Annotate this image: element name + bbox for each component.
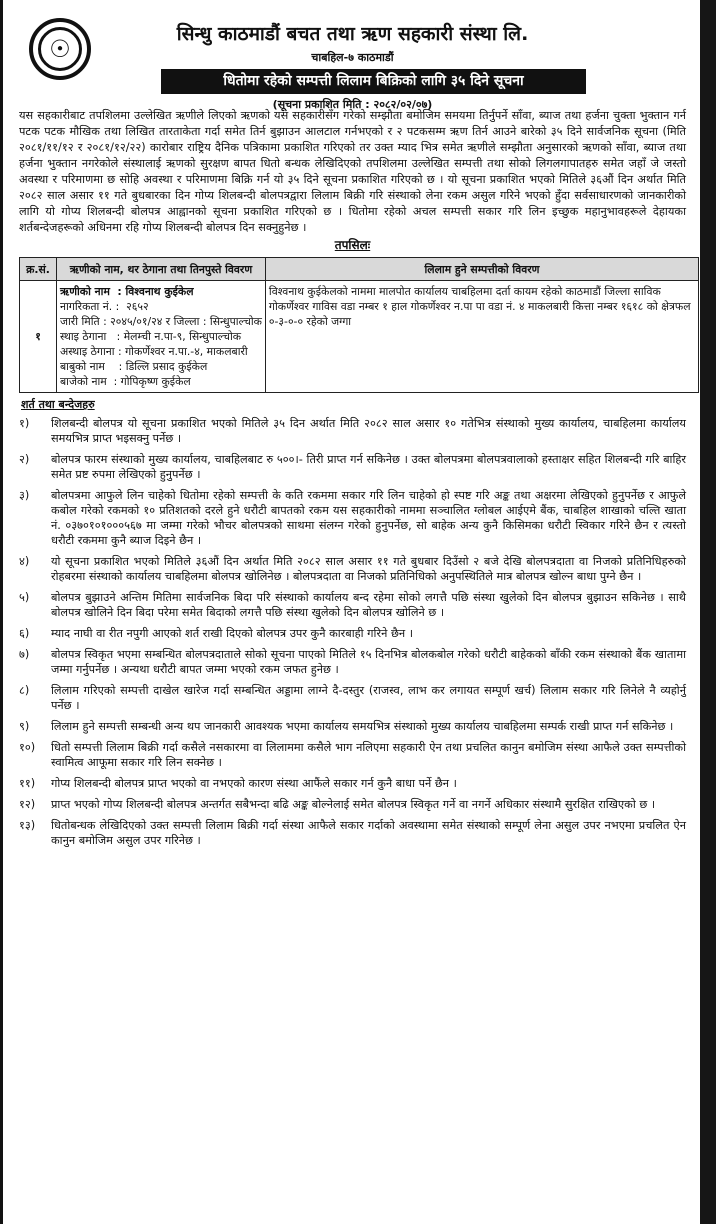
condition-number: ३) <box>19 489 30 502</box>
table-row <box>20 281 699 393</box>
column-property: लिलाम हुने सम्पत्तीको विवरण <box>265 258 698 281</box>
condition-text: बोलपत्र फारम संस्थाको मुख्य कार्यालय, चाबहिलबाट रु ५००।- तिरी प्राप्त गर्न सकिनेछ । उक्त बोलपत्रमा बोलपत्रवालाको हस्ताक्षर सहित शिलबन्दी गरि बाहिर समेत प्रष्ट रुपमा लेखिएको हुनुपर्नेछ । <box>51 453 686 481</box>
condition-number: ७) <box>19 648 30 661</box>
condition-text: बोलपत्र बुझाउने अन्तिम मितिमा सार्वजनिक बिदा परि संस्थाको कार्यालय बन्द रहेमा सोको लगत्तै पछि संस्था खुलेको दिन बोलपत्र बुझाउन सकिनेछ । साथै बोलपत्र खोलिने दिन बिदा परेमा समेत बिदाको लगत्तै पछि संस्था खुलेको दिन बोलपत्र खोलिने छ । <box>51 591 686 619</box>
notice-title: धितोमा रहेको सम्पत्ती लिलाम बिक्रिको लागि ३५ दिने सूचना <box>161 69 586 94</box>
list-item <box>19 452 686 482</box>
condition-number: ४) <box>19 555 30 568</box>
condition-number: १२) <box>19 798 36 811</box>
condition-text: म्याद नाघी वा रीत नपुगी आएको शर्त राखी दिएको बोलपत्र उपर कुनै कारबाही गरिने छैन । <box>51 627 414 640</box>
condition-text: धितोबन्धक लेखिदिएको उक्त सम्पत्ती लिलाम बिक्री गर्दा संस्था आफैले सकार गर्दाको अवस्थामा समेत संस्थाको सम्पूर्ण लेना असुल उपर नभएमा प्रचलित ऐन कानुन बमोजिम असुल उपर गरिनेछ । <box>51 819 686 847</box>
details-table-header <box>20 258 699 281</box>
list-item <box>19 776 686 791</box>
debtor-line: बाजेको नाम : गोपिकृष्ण कुईकेल <box>60 375 191 388</box>
published-date: (सूचना प्रकाशित मिति : २०८२/०२/०७) <box>272 98 433 111</box>
organization-name: सिन्धु काठमाडौं बचत तथा ऋण सहकारी संस्था लि. <box>176 23 529 45</box>
list-item <box>19 683 686 713</box>
list-item <box>19 488 686 548</box>
list-item <box>19 554 686 584</box>
debtor-line: नागरिकता नं. : २६५२ <box>60 300 149 313</box>
list-item <box>19 416 686 446</box>
condition-text: शिलबन्दी बोलपत्र यो सूचना प्रकाशित भएको मितिले ३५ दिन अर्थात मिति २०८२ साल असार १० गतेभित्र संस्थाको मुख्य कार्यालय, चाबहिलमा कार्यालय समयभित्र प्राप्त भइसक्नु पर्नेछ । <box>51 417 686 445</box>
row-serial: १ <box>20 281 57 393</box>
debtor-line: जारी मिति : २०४५/०१/२४ र जिल्ला : सिन्धुपाल्चोक <box>60 315 262 328</box>
notice-header <box>19 8 686 111</box>
condition-text: गोप्य शिलबन्दी बोलपत्र प्राप्त भएको वा नभएको कारण संस्था आफैंले सकार गर्न कुनै बाधा पर्ने छैन । <box>51 777 457 790</box>
condition-text: बोलपत्रमा आफुले लिन चाहेको धितोमा रहेको सम्पत्ती के कति रकममा सकार गरि लिन चाहेको हो स्पष्ट गरि अङ्क तथा अक्षरमा लेखिएको हुनुपर्नेछ र आफुले कबोल गरेको रकमको १० प्रतिशतको दरले हुने धरौटी बापतको रकम यस सहकारीको नाममा सञ्चालित ग्लोबल आईएमे बैंक, चाबहिल शाखाको चल्ति खाता नं. ०३७०१०१०००५६७ मा जम्मा गरेको भौचर बोलपत्रको साथमा संलग्न गरेको हुनुपर्नेछ, सो बाहेक अन्य कुनै किसिमका धरौटी स्विकार गरिने छैन र त्यस्तो धरौटी रकममा कुनै ब्याज दिइने छैन । <box>51 489 686 547</box>
debtor-line: स्थाइ ठेगाना : मेलम्ची न.पा-९, सिन्धुपाल्चोक <box>60 330 242 343</box>
condition-text: बोलपत्र स्विकृत भएमा सम्बन्धित बोलपत्रदाताले सोको सूचना पाएको मितिले १५ दिनभित्र बोलकबोल गरेको धरौटी बाहेकको बाँकी रकम संस्थाको बैंक खातामा जम्मा गर्नुपर्नेछ । अन्यथा धरौटी बापत जम्मा भएको रकम जफत हुनेछ । <box>51 648 686 676</box>
debtor-line: ऋणीको नाम : विश्वनाथ कुईकेल <box>60 285 194 298</box>
condition-text: प्राप्त भएको गोप्य शिलबन्दी बोलपत्र अन्तर्गत सबैभन्दा बढि अङ्क बोल्नेलाई समेत बोलपत्र स्विकृत गर्ने वा नगर्ने अधिकार संस्थामै सुरक्षित राखिएको छ । <box>51 798 656 811</box>
cooperative-logo-icon: ☉ <box>29 18 91 80</box>
property-details: विश्वनाथ कुईकेलको नाममा मालपोत कार्यालय चाबहिलमा दर्ता कायम रहेको काठमाडौं जिल्ला साविक गोकर्णेश्वर गाविस वडा नम्बर १ हाल गोकर्णेश्वर न.पा पा वडा नं. ४ माकलबारी कित्ता नम्बर १६१८ को क्षेत्रफल ०-३-०-० रहेको जग्गा <box>265 281 698 393</box>
column-debtor: ऋणीको नाम, थर ठेगाना तथा तिनपुस्ते विवरण <box>57 258 266 281</box>
debtor-details <box>57 281 266 393</box>
condition-text: लिलाम हुने सम्पत्ती सम्बन्धी अन्य थप जानकारी आवश्यक भएमा कार्यालय समयभित्र संस्थाको मुख्य कार्यालय चाबहिलमा सम्पर्क राखी प्राप्त गर्न सकिनेछ । <box>51 720 674 733</box>
condition-number: १३) <box>19 819 36 832</box>
condition-text: लिलाम गरिएको सम्पत्ती दाखेल खारेज गर्दा सम्बन्धित अड्डामा लाग्ने दै-दस्तुर (राजस्व, लाभ कर लगायत सम्पूर्ण खर्च) लिलाम सकार गरि लिनेले नै व्यहोर्नु पर्नेछ । <box>51 684 686 712</box>
list-item <box>19 626 686 641</box>
condition-number: १) <box>19 417 30 430</box>
debtor-line: अस्थाइ ठेगाना : गोकर्णेश्वर न.पा.-४, माकलबारी <box>60 345 248 358</box>
condition-number: ६) <box>19 627 30 640</box>
condition-number: ८) <box>19 684 30 697</box>
condition-number: ५) <box>19 591 30 604</box>
list-item <box>19 740 686 770</box>
condition-number: २) <box>19 453 30 466</box>
list-item <box>19 818 686 848</box>
debtor-line: बाबुको नाम : डिल्लि प्रसाद कुईकेल <box>60 360 208 373</box>
column-serial: क्र.सं. <box>20 258 57 281</box>
notice-introduction: यस सहकारीबाट तपशिलमा उल्लेखित ऋणीले लिएको ऋणको यस सहकारीसँग गरेको सम्झौता बमोजिम समयमा तिर्नुपर्ने साँवा, ब्याज तथा हर्जना चुक्ता भुक्तान गर्न पटक पटक मौखिक तथा लिखित तारताकेता गर्दा समेत तिर्न बुझाउन आलटाल गर्नभएको र २ पटकसम्म ऋण तिर्न आउने बारेको ३५ दिने सार्वजनिक सूचना (मिति २०८१/११/१२ र २०८१/१२/२२) कारोबार राष्ट्रिय दैनिक पत्रिकामा प्रकाशित गरिएको तर उक्त म्याद भित्र समेत ऋणीले सम्झौता अनुसारको ऋणको साँवा, ब्याज तथा हर्जना भुक्तान नगरेकोले संस्थालाई ऋणको सुरक्षण बापत धितो बन्धक लेखिदिएको तपशिलमा उल्लेखित सम्पत्ती तथा सोको लिगलगापातहरु समेत जहाँ जे जस्तो अवस्था र परिमाणमा छ सोहि अवस्था र परिमाणमा बिक्रि गर्न यो ३५ दिने सूचना प्रकाशित गरिएको छ । यो सूचना प्रकाशित भएको मितिले ३६औं दिन अर्थात मिति २०८२ साल असार ११ गते बुधबारका दिन गोप्य शिलबन्दी बोलपत्रद्वारा लिलाम बिक्री गरि संस्थाको लेना रकम असुल गरिने भएको हुँदा सर्वसाधारणको जानकारीको लागि यो गोप्य शिलबन्दी बोलपत्र आह्वानको सूचना प्रकाशित गरिएको छ । धितोमा रहेको अचल सम्पत्ती सकार गरि लिन इच्छुक महानुभावहरूले देहायका शर्तबन्देजहरूको अधिनमा रहि गोप्य शिलबन्दी बोलपत्र दिन सक्नुहुनेछ । <box>19 109 686 234</box>
condition-number: ९) <box>19 720 30 733</box>
condition-text: धितो सम्पत्ती लिलाम बिक्री गर्दा कसैले नसकारमा वा लिलाममा कसैले भाग नलिएमा सहकारी ऐन तथा प्रचलित कानुन बमोजिम संस्था आफैले उक्त सम्पत्तीको स्वामित्व आफूमा सकार गरि लिन सक्नेछ । <box>51 741 686 769</box>
details-heading: तपसिलः <box>334 238 371 252</box>
list-item <box>19 647 686 677</box>
organization-address: चाबहिल-७ काठमाडौं <box>311 51 394 64</box>
condition-number: १०) <box>19 741 36 754</box>
list-item <box>19 719 686 734</box>
details-table <box>19 257 699 393</box>
list-item <box>19 797 686 812</box>
condition-number: ११) <box>19 777 36 790</box>
conditions-list <box>19 416 686 848</box>
condition-text: यो सूचना प्रकाशित भएको मितिले ३६औं दिन अर्थात मिति २०८२ साल असार ११ गते बुधबार दिउँसो २ बजे देखि बोलपत्रदाता वा निजको प्रतिनिधिहरुको रोहबरमा संस्थाको कार्यालय चाबहिलमा बोलपत्र खोलिनेछ । बोलपत्रदाता वा निजको प्रतिनिधिको अनुपस्थितिले मात्र बोलपत्र खोल्न बाधा पुग्ने छैन । <box>51 555 686 583</box>
conditions-title: शर्त तथा बन्देजहरु <box>21 398 95 411</box>
list-item <box>19 590 686 620</box>
